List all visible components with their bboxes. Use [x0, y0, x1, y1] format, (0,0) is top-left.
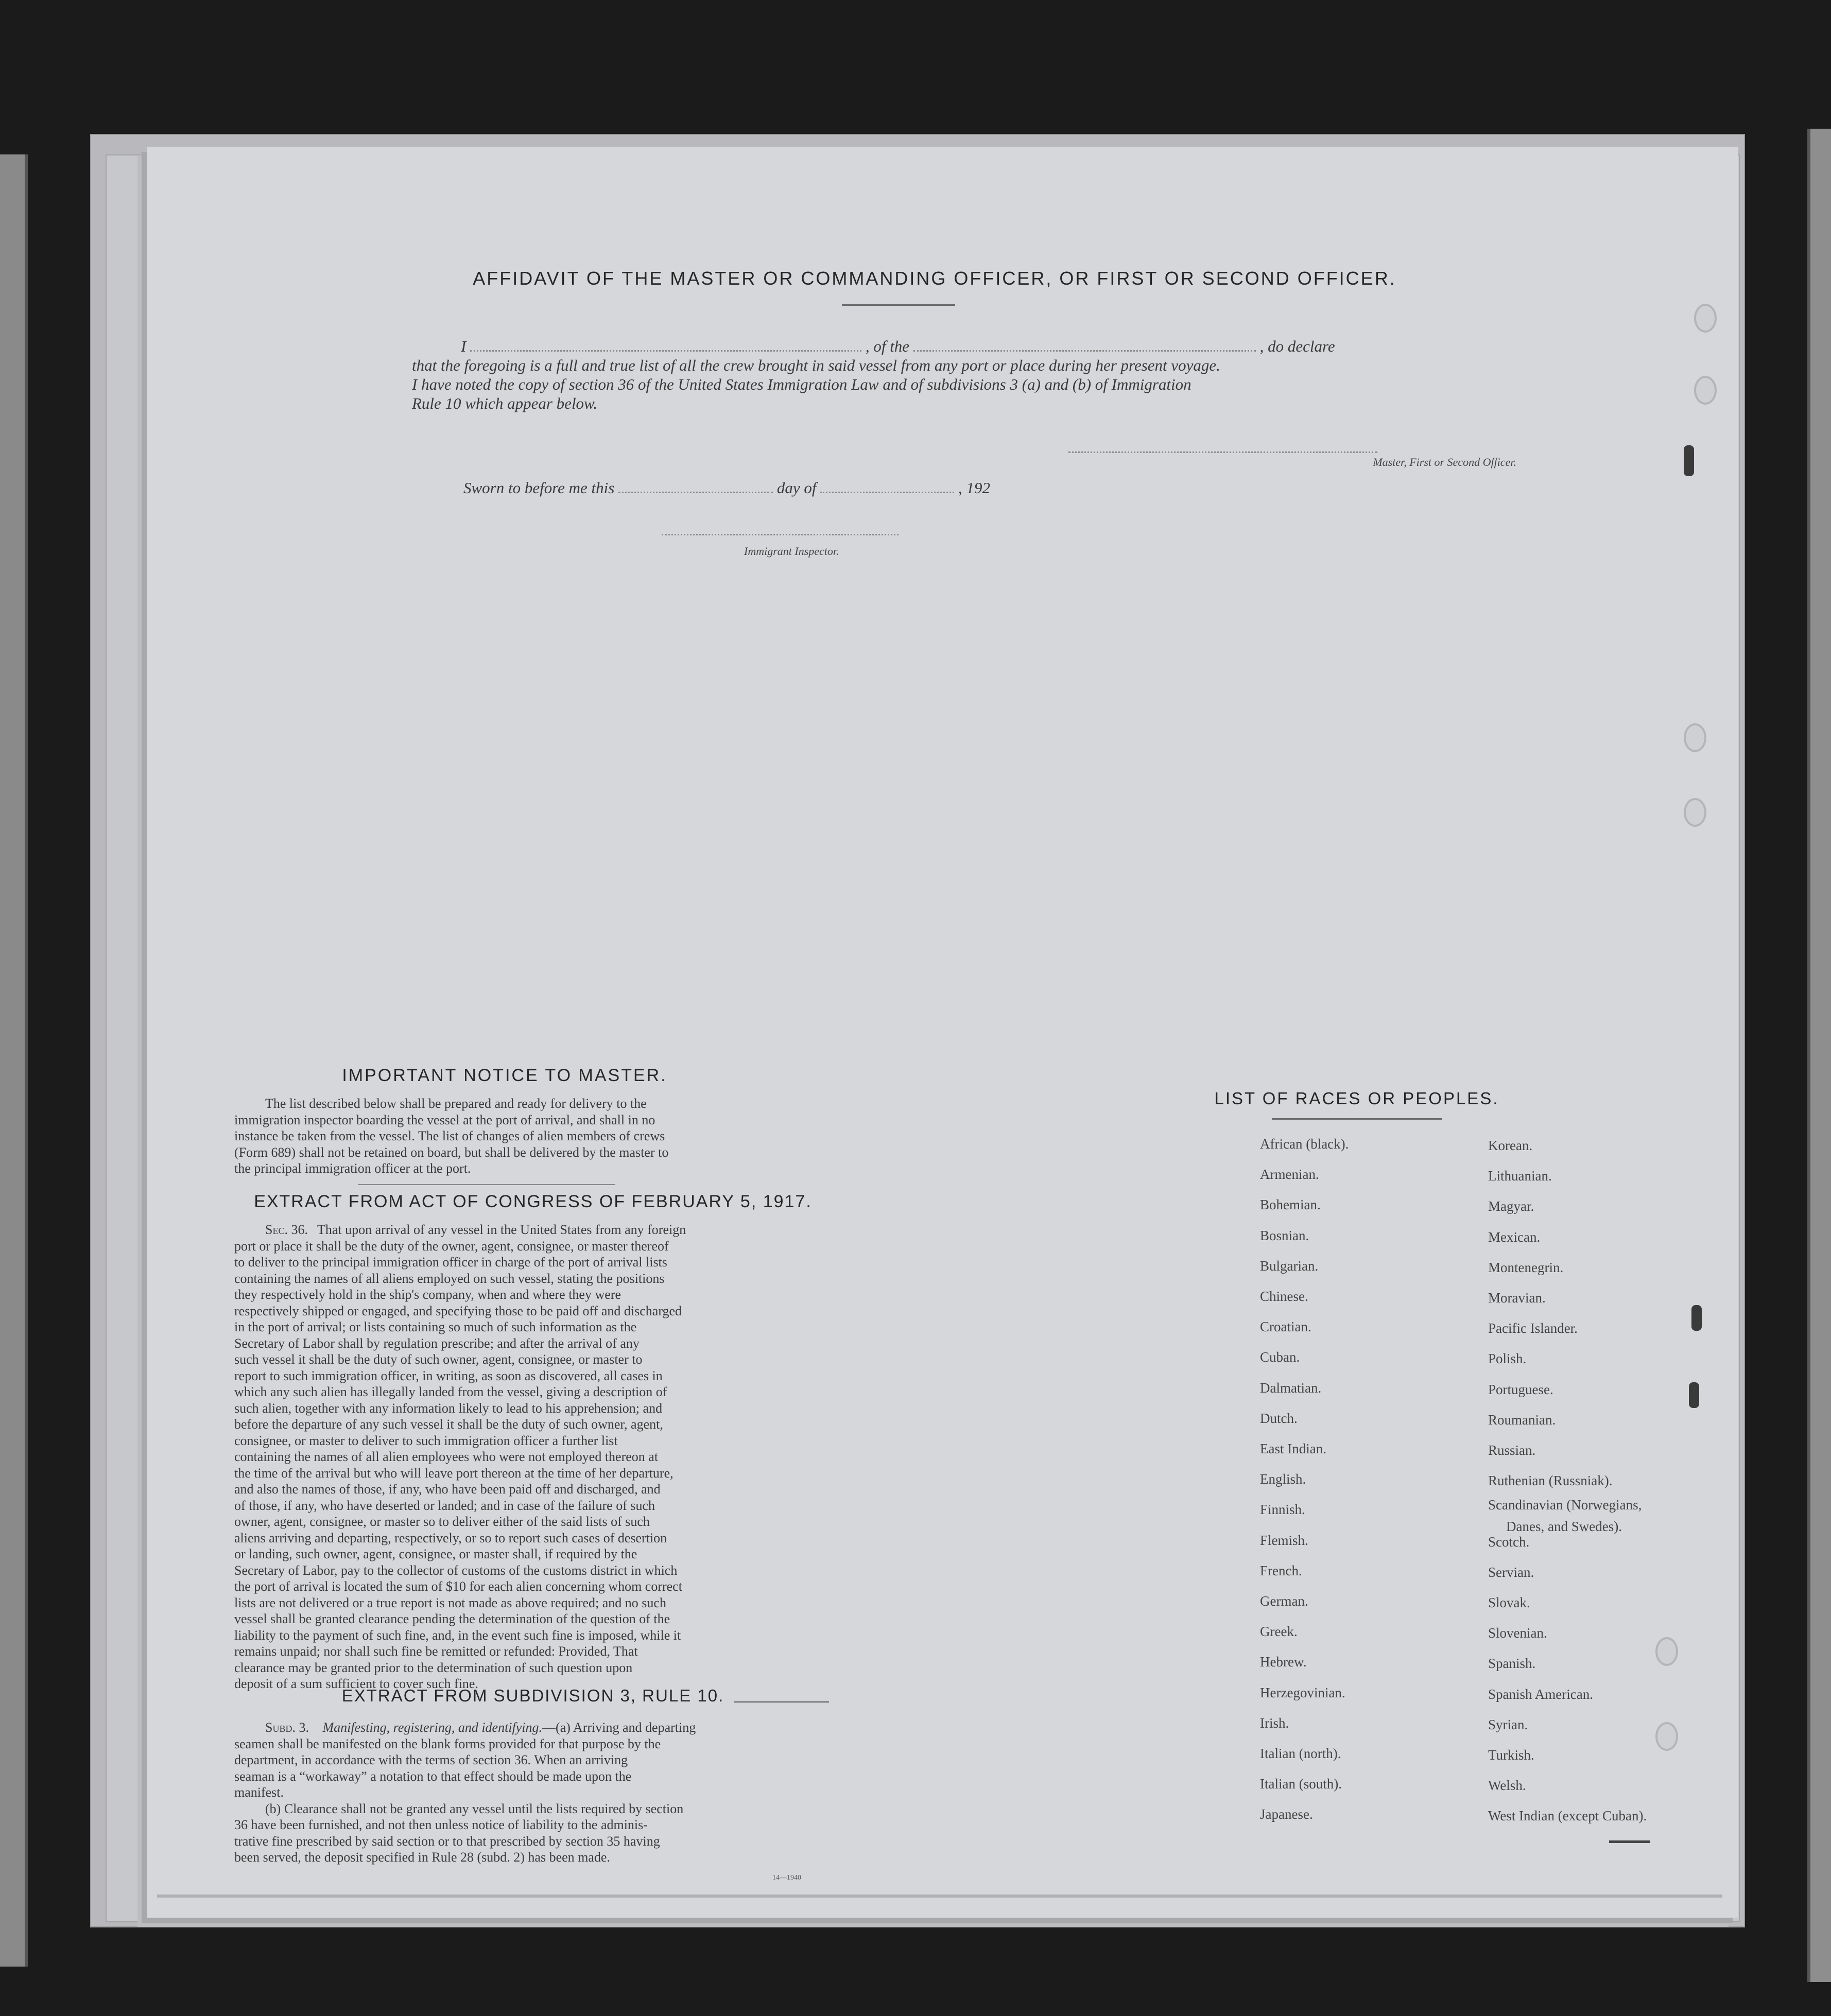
year-text: , 192 [958, 479, 990, 497]
race-item: Cuban. [1260, 1349, 1300, 1365]
race-item: Scotch. [1488, 1534, 1530, 1550]
subd-label: Subd. 3. [265, 1720, 309, 1735]
affidavit-line-3: I have noted the copy of section 36 of the United States Immigration Law and of subdivisions 3 (a) and (b) of Immigration [412, 375, 1191, 393]
adjacent-page-left [0, 154, 28, 1967]
act-line: Secretary of Labor, pay to the collector of customs of the customs district in which [234, 1562, 678, 1578]
act-line: which any such alien has illegally landed from the vessel, giving a description of [234, 1384, 667, 1399]
act-line: to deliver to the principal immigration officer in charge of the port of arrival lists [234, 1255, 667, 1270]
race-item: Italian (north). [1260, 1746, 1341, 1761]
race-item: Turkish. [1488, 1747, 1534, 1763]
race-item: Japanese. [1260, 1806, 1313, 1822]
subd-heading: Manifesting, registering, and identifying. [322, 1720, 543, 1735]
rule-line: manifest. [234, 1785, 284, 1800]
act-line: in the port of arrival; or lists containing so much of such information as the [234, 1319, 637, 1334]
act-line: deposit of a sum sufficient to cover such fine. [234, 1676, 478, 1691]
rule-a-first-line [234, 1719, 826, 1736]
day-blank [618, 483, 773, 493]
race-item: Croatian. [1260, 1319, 1311, 1334]
act-line: remains unpaid; nor shall such fine be remitted or refunded: Provided, That [234, 1644, 638, 1659]
act-line: liability to the payment of such fine, and, in the event such fine is imposed, while it [234, 1627, 681, 1643]
binding-clip [1689, 1382, 1699, 1408]
race-item: Portuguese. [1488, 1382, 1553, 1397]
act-extract-text [234, 1222, 826, 1692]
act-line: clearance may be granted prior to the determination of such question upon [234, 1660, 633, 1675]
section-label: Sec. 36. [265, 1222, 308, 1237]
race-item: Greek. [1260, 1624, 1298, 1639]
month-blank [820, 483, 954, 493]
act-line: Secretary of Labor shall by regulation prescribe; and after the arrival of any [234, 1335, 640, 1351]
punch-hole [1684, 798, 1706, 827]
notice-title: IMPORTANT NOTICE TO MASTER. [342, 1066, 667, 1085]
act-line: aliens arriving and departing, respectively, or so to report such cases of desertion [234, 1530, 667, 1545]
notice-divider [358, 1184, 615, 1185]
notice-line: the principal immigration officer at the port. [234, 1161, 471, 1176]
page-bottom-edge [157, 1895, 1722, 1898]
vessel-prefix: , of the [865, 337, 910, 355]
rule-extract-title: EXTRACT FROM SUBDIVISION 3, RULE 10. [341, 1686, 724, 1705]
notice-text [234, 1096, 826, 1177]
act-line: and also the names of those, if any, who have been paid off and discharged, and [234, 1482, 661, 1497]
race-item: Montenegrin. [1488, 1260, 1564, 1275]
notice-line: instance be taken from the vessel. The list of changes of alien members of crews [234, 1128, 665, 1143]
rule-line: department, in accordance with the terms of section 36. When an arriving [234, 1752, 628, 1767]
race-item: Herzegovinian. [1260, 1685, 1345, 1700]
adjacent-page-right [1807, 129, 1831, 1982]
edge-mark [1609, 1840, 1650, 1843]
race-item: Chinese. [1260, 1289, 1308, 1304]
form-number: 14—1940 [772, 1874, 801, 1882]
punch-hole [1655, 1722, 1678, 1751]
declarant-prefix: I [461, 337, 467, 355]
declare-text: , do declare [1259, 337, 1335, 355]
race-item: Flemish. [1260, 1533, 1308, 1548]
name-blank [470, 341, 861, 352]
act-line: report to such immigration officer, in writing, as soon as discovered, all cases in [234, 1368, 663, 1383]
race-item: Ruthenian (Russniak). [1488, 1473, 1613, 1488]
act-line: containing the names of all alien employees who were not employed thereon at [234, 1449, 659, 1464]
act-extract-title: EXTRACT FROM ACT OF CONGRESS OF FEBRUARY 5, 1917. [254, 1192, 812, 1211]
race-item: Armenian. [1260, 1167, 1319, 1182]
race-item: Bohemian. [1260, 1197, 1321, 1212]
manifest-page [147, 147, 1738, 1918]
binding-clip [1684, 445, 1694, 476]
act-line: before the departure of any such vessel it shall be the duty of such owner, agent, [234, 1417, 663, 1432]
rule-line: seamen shall be manifested on the blank forms provided for that purpose by the [234, 1736, 661, 1751]
act-line: or landing, such owner, agent, consignee, or master shall, if required by the [234, 1546, 637, 1561]
affidavit-title: AFFIDAVIT OF THE MASTER OR COMMANDING OFFICER, OR FIRST OR SECOND OFFICER. [473, 268, 1396, 289]
act-line [234, 1222, 826, 1238]
race-item: Slovak. [1488, 1595, 1530, 1610]
race-item: Bosnian. [1260, 1228, 1309, 1243]
affidavit-line-2: that the foregoing is a full and true list of all the crew brought in said vessel from any port or place during her present voyage. [412, 356, 1220, 374]
race-item: Slovenian. [1488, 1625, 1547, 1641]
signature-label: Master, First or Second Officer. [1373, 456, 1516, 468]
rule-line: been served, the deposit specified in Rule 28 (subd. 2) has been made. [234, 1850, 610, 1865]
race-item: Bulgarian. [1260, 1258, 1319, 1274]
race-item: Danes, and Swedes). [1506, 1519, 1622, 1534]
notice-line: The list described below shall be prepared and ready for delivery to the [265, 1096, 647, 1111]
binding-clip [1691, 1305, 1702, 1331]
act-line: such vessel it shall be the duty of such owner, agent, consignee, or master to [234, 1352, 643, 1367]
race-item: African (black). [1260, 1136, 1349, 1152]
rule-line: —(a) Arriving and departing [542, 1720, 696, 1735]
signature-line [1068, 451, 1377, 453]
act-line: of those, if any, who have deserted or landed; and in case of the failure of such [234, 1498, 655, 1513]
rule-extract-mark [734, 1701, 829, 1702]
race-item: Lithuanian. [1488, 1168, 1552, 1184]
inspector-signature-line [662, 534, 899, 535]
races-divider [1272, 1118, 1442, 1120]
race-item: Moravian. [1488, 1290, 1546, 1306]
act-line: port or place it shall be the duty of the owner, agent, consignee, or master thereof [234, 1238, 669, 1254]
race-item: Dutch. [1260, 1411, 1298, 1426]
act-line: they respectively hold in the ship's company, when and where they were [234, 1287, 621, 1302]
inspector-label: Immigrant Inspector. [744, 545, 839, 558]
rule-line: 36 have been furnished, and not then unless notice of liability to the adminis- [234, 1817, 648, 1832]
race-item: Pacific Islander. [1488, 1320, 1578, 1336]
day-of-text: day of [776, 479, 817, 497]
race-item: Mexican. [1488, 1229, 1541, 1245]
punch-hole [1694, 304, 1717, 333]
race-item: Irish. [1260, 1715, 1289, 1731]
race-item: West Indian (except Cuban). [1488, 1808, 1647, 1823]
sworn-text: Sworn to before me this [463, 479, 615, 497]
title-divider [842, 304, 955, 306]
race-item: French. [1260, 1563, 1302, 1578]
punch-hole [1694, 376, 1717, 405]
rule-line: seaman is a “workaway” a notation to that effect should be made upon the [234, 1768, 632, 1784]
race-item: Magyar. [1488, 1198, 1534, 1214]
act-line: such alien, together with any information likely to lead to his apprehension; and [234, 1400, 663, 1416]
races-title: LIST OF RACES OR PEOPLES. [1214, 1089, 1499, 1108]
act-line: owner, agent, consignee, or master so to deliver either of the said lists of such [234, 1514, 650, 1529]
act-line: respectively shipped or engaged, and specifying those to be paid off and discharged [234, 1303, 682, 1318]
race-item: Welsh. [1488, 1778, 1526, 1793]
race-item: Finnish. [1260, 1502, 1305, 1517]
race-item: Scandinavian (Norwegians, [1488, 1497, 1642, 1513]
act-line: the port of arrival is located the sum of $10 for each alien concerning whom correct [234, 1579, 682, 1594]
race-item: Dalmatian. [1260, 1380, 1322, 1396]
race-item: East Indian. [1260, 1441, 1326, 1456]
notice-line: immigration inspector boarding the vessel at the port of arrival, and shall in no [234, 1112, 655, 1127]
punch-hole [1655, 1637, 1678, 1666]
act-line-text: That upon arrival of any vessel in the United States from any foreign [317, 1222, 686, 1237]
affidavit-line-1 [412, 337, 1550, 356]
race-item: Korean. [1488, 1138, 1533, 1153]
sworn-line [463, 479, 1601, 497]
rule-line: (b) Clearance shall not be granted any vessel until the lists required by section [265, 1801, 684, 1816]
rule-line: trative fine prescribed by said section or to that prescribed by section 35 having [234, 1833, 660, 1849]
race-item: Spanish American. [1488, 1687, 1593, 1702]
race-item: Italian (south). [1260, 1776, 1342, 1792]
affidavit-line-4: Rule 10 which appear below. [412, 394, 598, 412]
race-item: Hebrew. [1260, 1654, 1307, 1670]
act-line: vessel shall be granted clearance pending the determination of the question of the [234, 1611, 670, 1626]
race-item: Polish. [1488, 1351, 1527, 1366]
act-line: lists are not delivered or a true report is not made as above required; and no such [234, 1595, 666, 1610]
race-item: Syrian. [1488, 1717, 1528, 1732]
race-item: Roumanian. [1488, 1412, 1556, 1428]
act-line: consignee, or master to deliver to such immigration officer a further list [234, 1433, 618, 1448]
race-item: English. [1260, 1471, 1306, 1487]
vessel-blank [913, 341, 1256, 352]
notice-line: (Form 689) shall not be retained on board, but shall be delivered by the master to [234, 1144, 669, 1160]
race-item: Spanish. [1488, 1656, 1536, 1671]
act-line: containing the names of all aliens employed on such vessel, stating the positions [234, 1271, 665, 1286]
act-line: the time of the arrival but who will leave port thereon at the time of her departure, [234, 1465, 673, 1481]
race-item: Russian. [1488, 1443, 1536, 1458]
race-item: Servian. [1488, 1565, 1534, 1580]
punch-hole [1684, 723, 1706, 752]
race-item: German. [1260, 1593, 1308, 1609]
rule-extract-text [234, 1719, 826, 1866]
